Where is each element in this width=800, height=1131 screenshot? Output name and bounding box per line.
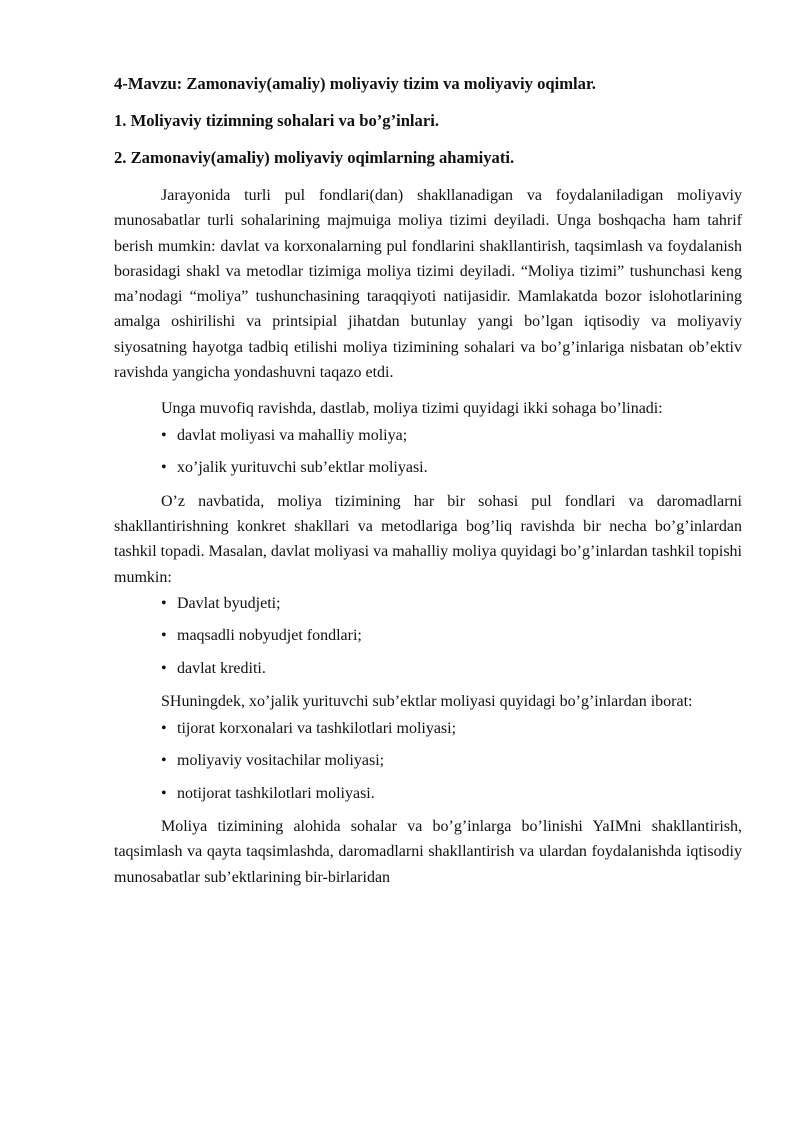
list-item: • davlat krediti. (161, 657, 742, 681)
paragraph-links-intro: O’z navbatida, moliya tizimining har bir sohasi pul fondlari va daromadlarni shakllantirishning konkret shakllari va metodlariga bog’liq ravishda bir necha bo’g’inlardan tashkil topadi. Masalan, davlat moliyasi va mahalliy moliya quyidagi bo’g’inlardan tashkil topishi mumkin: (114, 492, 742, 586)
bullet-icon: • (161, 594, 167, 612)
paragraph-conclusion: Moliya tizimining alohida sohalar va bo’g’inlarga bo’linishi YaIMni shakllantirish, taqsimlash va qayta taqsimlashda, daromadlarni shakllantirish va ulardan foydalanishda iqtisodiy munosabatlar sub’ektlarining bir-birlaridan (114, 818, 742, 886)
list-item: • xo’jalik yurituvchi sub’ektlar moliyasi. (161, 456, 742, 480)
bullet-icon: • (161, 426, 167, 444)
list-item: • Davlat byudjeti; (161, 592, 742, 616)
list-item: • moliyaviy vositachilar moliyasi; (161, 749, 742, 773)
bullet-icon: • (161, 719, 167, 737)
list-item: • notijorat tashkilotlari moliyasi. (161, 782, 742, 806)
bullet-icon: • (161, 627, 167, 645)
subtopic-1-title: 1. Moliyaviy tizimning sohalari va bo’g’inlari. (114, 111, 439, 130)
bullet-icon: • (161, 784, 167, 802)
paragraph-spheres-intro: Unga muvofiq ravishda, dastlab, moliya tizimi quyidagi ikki sohaga bo’linadi: (161, 400, 663, 418)
list-item: • tijorat korxonalari va tashkilotlari moliyasi; (161, 717, 742, 741)
paragraph-business-intro: SHuningdek, xo’jalik yurituvchi sub’ektlar moliyasi quyidagi bo’g’inlardan iborat: (161, 693, 693, 711)
topic-title: 4-Mavzu: Zamonaviy(amaliy) moliyaviy tizim va moliyaviy oqimlar. (114, 74, 596, 93)
paragraph-definition: Jarayonida turli pul fondlari(dan) shakllanadigan va foydalaniladigan moliyaviy munosabatlar turli sohalarining majmuiga moliya tizimi deyiladi. Unga boshqacha ham tahrif berish mumkin: davlat va korxonalarning pul fondlarini shakllantirish, taqsimlash va foydalanish borasidagi shakl va metodlar tizimiga moliya tizimi deyiladi. “Moliya tizimi” tushunchasi keng ma’nodagi “moliya” tushunchasining taraqqiyoti natijasidir. Mamlakatda bozor islohotlarining amalga oshirilishi va printsipial jihatdan butunlay yangi bo’lgan iqtisodiy va moliyaviy siyosatning hayotga tadbiq etilishi moliya tizimining sohalari va bo’g’inlariga nisbatan ob’ektiv ravishda yangicha yondashuvni taqazo etdi. (114, 187, 742, 382)
list-item: • davlat moliyasi va mahalliy moliya; (161, 424, 742, 448)
subtopic-2-title: 2. Zamonaviy(amaliy) moliyaviy oqimlarning ahamiyati. (114, 148, 515, 167)
list-item: • maqsadli nobyudjet fondlari; (161, 624, 742, 648)
bullet-icon: • (161, 752, 167, 770)
bullet-icon: • (161, 659, 167, 677)
bullet-icon: • (161, 459, 167, 477)
